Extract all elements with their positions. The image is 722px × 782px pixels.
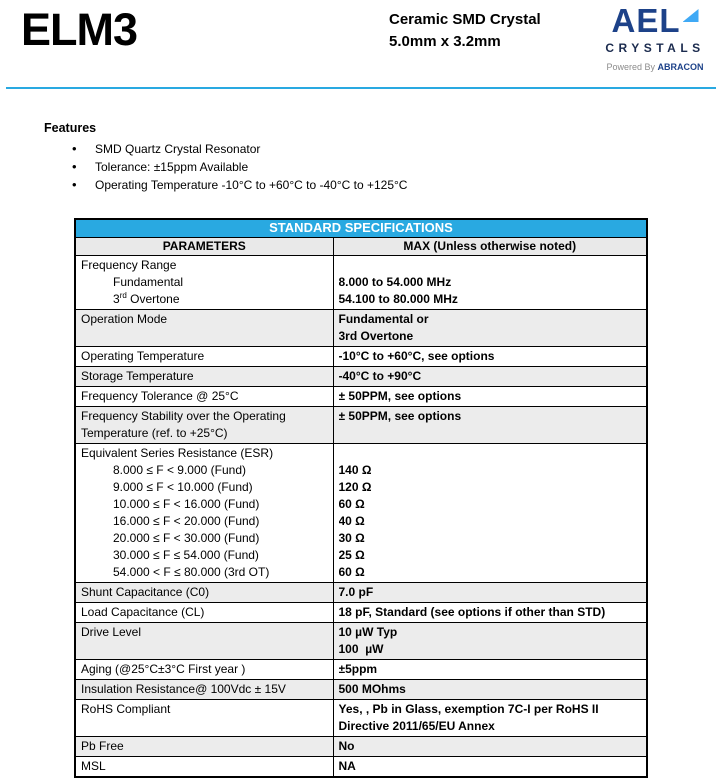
abracon-label: ABRACON [657,62,704,72]
value-cell [333,602,647,622]
logo-triangle-icon [683,9,699,22]
column-header-max: MAX (Unless otherwise noted) [333,237,647,255]
header-divider [6,87,716,89]
value-line: -40°C to +90°C [338,368,422,383]
table-row [75,309,647,346]
param-cell [75,679,333,699]
param-line: Shunt Capacitance (C0) [81,584,210,599]
param-cell [75,255,333,309]
value-line: 3rd Overtone [338,328,414,343]
param-cell [75,736,333,756]
powered-by-label: Powered By [606,62,658,72]
param-cell [75,756,333,777]
param-line: Operating Temperature [81,348,205,363]
param-line: 9.000 ≤ F < 10.000 (Fund) [113,479,253,494]
param-cell [75,582,333,602]
param-line: 30.000 ≤ F ≤ 54.000 (Fund) [113,547,259,562]
column-header-parameters: PARAMETERS [75,237,333,255]
param-cell [75,309,333,346]
value-cell [333,736,647,756]
value-cell [333,756,647,777]
value-line: 40 Ω [338,513,365,528]
param-line: Frequency Tolerance @ 25°C [81,388,239,403]
spec-table-body [75,255,647,777]
param-cell [75,386,333,406]
value-line: Directive 2011/65/EU Annex [338,718,495,733]
param-cell [75,443,333,582]
param-line: 3rd Overtone [113,290,180,306]
value-line: Yes, , Pb in Glass, exemption 7C-I per RoHS II [338,701,599,716]
table-row [75,622,647,659]
ael-crystals-logo [596,2,714,72]
param-line: 54.000 < F ≤ 80.000 (3rd OT) [113,564,270,579]
value-cell [333,622,647,659]
param-cell [75,602,333,622]
value-line: ± 50PPM, see options [338,408,462,423]
value-cell [333,659,647,679]
table-row [75,366,647,386]
param-line: Frequency Stability over the Operating [81,408,286,423]
param-line: Storage Temperature [81,368,194,383]
features-heading: Features [44,121,97,135]
value-cell [333,346,647,366]
value-line: 30 Ω [338,530,365,545]
features-list [44,140,407,194]
value-line: ±5ppm [338,661,378,676]
logo-brand-text: AEL [611,2,681,39]
param-line: Operation Mode [81,311,168,326]
value-line: ± 50PPM, see options [338,388,462,403]
value-line: 18 pF, Standard (see options if other than STD) [338,604,606,619]
param-line: Temperature (ref. to +25°C) [81,425,228,440]
table-row [75,679,647,699]
table-row [75,756,647,777]
feature-item: • SMD Quartz Crystal Resonator [44,140,407,158]
param-cell [75,346,333,366]
table-row [75,346,647,366]
value-line: 140 Ω [338,462,372,477]
param-line: Load Capacitance (CL) [81,604,205,619]
spec-table [74,218,648,778]
param-line: Fundamental [113,274,184,289]
value-line: 120 Ω [338,479,372,494]
param-line: Drive Level [81,624,142,639]
param-line: 10.000 ≤ F < 16.000 (Fund) [113,496,260,511]
param-cell [75,659,333,679]
table-row [75,386,647,406]
table-title: STANDARD SPECIFICATIONS [75,219,647,237]
table-row [75,659,647,679]
subtitle-line2: 5.0mm x 3.2mm [389,33,501,50]
param-cell [75,406,333,443]
value-line: 500 MOhms [338,681,406,696]
param-line: Frequency Range [81,257,177,272]
param-line: Equivalent Series Resistance (ESR) [81,445,274,460]
param-cell [75,699,333,736]
logo-crystals-text: CRYSTALS [605,41,705,55]
table-row [75,699,647,736]
param-line: MSL [81,758,106,773]
value-line: 60 Ω [338,496,365,511]
value-cell [333,406,647,443]
value-cell [333,366,647,386]
table-row [75,443,647,582]
param-line: Aging (@25°C±3°C First year ) [81,661,246,676]
param-line: 8.000 ≤ F < 9.000 (Fund) [113,462,246,477]
features-section [44,121,407,194]
value-line: No [338,738,355,753]
value-cell [333,255,647,309]
value-cell [333,309,647,346]
param-line: 20.000 ≤ F < 30.000 (Fund) [113,530,260,545]
param-line: Pb Free [81,738,124,753]
feature-item: • Tolerance: ±15ppm Available [44,158,407,176]
param-cell [75,366,333,386]
value-line: -10°C to +60°C, see options [338,348,495,363]
param-cell [75,622,333,659]
value-line: 54.100 to 80.000 MHz [338,291,458,306]
value-line: 10 µW Typ [338,624,398,639]
table-title-row [75,219,647,237]
value-line: 8.000 to 54.000 MHz [338,274,452,289]
value-line: 60 Ω [338,564,365,579]
powered-by-line [596,62,714,72]
value-line: 25 Ω [338,547,365,562]
table-row [75,736,647,756]
value-line: 100 µW [338,641,384,656]
value-cell [333,386,647,406]
value-cell [333,582,647,602]
value-line: Fundamental or [338,311,429,326]
value-line [339,445,642,462]
page-title: ELM3 [21,4,138,55]
table-row [75,255,647,309]
value-line [339,257,642,274]
param-line: 16.000 ≤ F < 20.000 (Fund) [113,513,260,528]
value-cell [333,443,647,582]
column-header-row [75,237,647,255]
table-row [75,582,647,602]
product-subtitle [389,9,541,53]
value-line: 7.0 pF [338,584,374,599]
value-cell [333,679,647,699]
table-row [75,602,647,622]
table-row [75,406,647,443]
feature-item: • Operating Temperature -10°C to +60°C to -40°C to +125°C [44,176,407,194]
value-line: NA [338,758,356,773]
logo-brand-row [596,2,714,39]
value-cell [333,699,647,736]
param-line: RoHS Compliant [81,701,171,716]
param-line: Insulation Resistance@ 100Vdc ± 15V [81,681,286,696]
subtitle-line1: Ceramic SMD Crystal [389,11,541,28]
